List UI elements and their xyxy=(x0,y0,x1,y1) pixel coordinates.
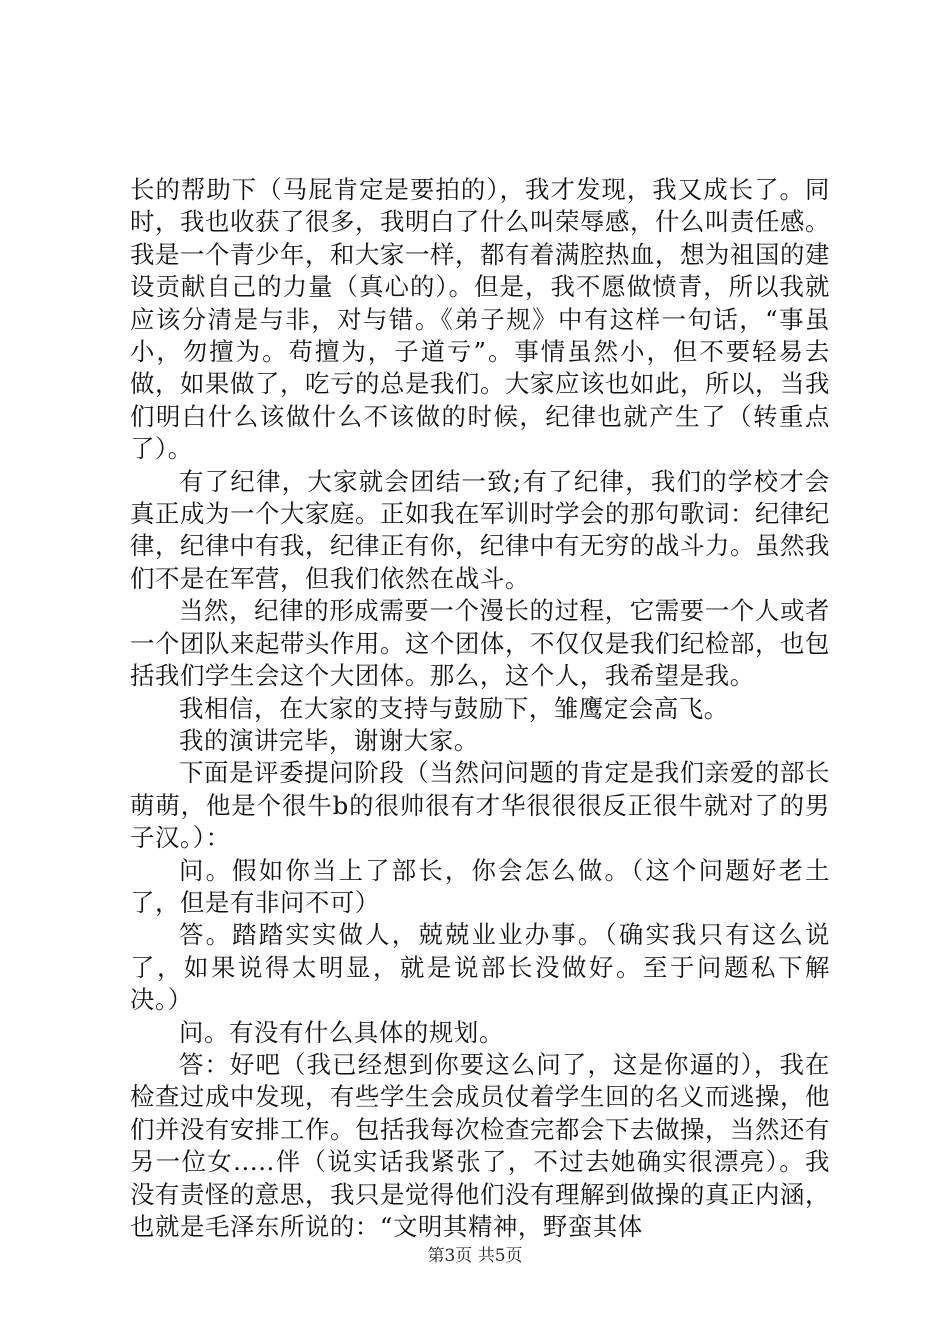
page-number: 第3页 共5页 xyxy=(427,1246,523,1266)
paragraph-4: 我相信，在大家的支持与鼓励下，雏鹰定会高飞。 xyxy=(179,693,729,723)
paragraph-1: 长的帮助下（马屁肯定是要拍的），我才发现，我又成长了。同时，我也收获了很多，我明白了什么叫荣辱感，什么叫责任感。我是一个青少年，和大家一样，都有着满腔热血，想为祖国的建设贡献自己的力量（真心的）。但是，我不愿做愤青，所以我就应该分清是与非，对与错。《弟子规》中有这样一句话，“事虽小，勿擅为。苟擅为，子道亏”。事情虽然小，但不要轻易去做，如果做了，吃亏的总是我们。大家应该也如此，所以，当我们明白什么该做什么不该做的时候，纪律也就产生了（转重点了）。 xyxy=(130,175,830,464)
paragraph-5: 我的演讲完毕，谢谢大家。 xyxy=(179,725,479,755)
paragraph-10: 答：好吧（我已经想到你要这么问了，这是你逼的），我在检查过成中发现，有些学生会成员仗着学生回的名义而逃操，他们并没有安排工作。包括我每次检查完都会下去做操，当然还有另一位女.....伴（说实话我紧张了，不过去她确实很漂亮）。我没有责怪的意思，我只是觉得他们没有理解到做操的真正内涵，也就是毛泽东所说的：“文明其精神，野蛮其体 xyxy=(130,1049,830,1241)
document-body xyxy=(130,174,830,1243)
paragraph-8: 答。踏踏实实做人，兢兢业业办事。（确实我只有这么说了，如果说得太明显，就是说部长没做好。至于问题私下解决。） xyxy=(130,920,830,1015)
paragraph-9: 问。有没有什么具体的规划。 xyxy=(179,1017,504,1047)
paragraph-7: 问。假如你当上了部长，你会怎么做。（这个问题好老土了，但是有非问不可） xyxy=(130,855,830,917)
paragraph-3: 当然，纪律的形成需要一个漫长的过程，它需要一个人或者一个团队来起带头作用。这个团体，不仅仅是我们纪检部，也包括我们学生会这个大团体。那么，这个人，我希望是我。 xyxy=(130,596,830,691)
paragraph-2: 有了纪律，大家就会团结一致;有了纪律，我们的学校才会真正成为一个大家庭。正如我在军训时学会的那句歌词：纪律纪律，纪律中有我，纪律正有你，纪律中有无穷的战斗力。虽然我们不是在军营，但我们依然在战斗。 xyxy=(130,466,830,593)
paragraph-6: 下面是评委提问阶段（当然问问题的肯定是我们亲爱的部长萌萌，他是个很牛b的很帅很有才华很很很反正很牛就对了的男子汉。）： xyxy=(130,758,830,853)
